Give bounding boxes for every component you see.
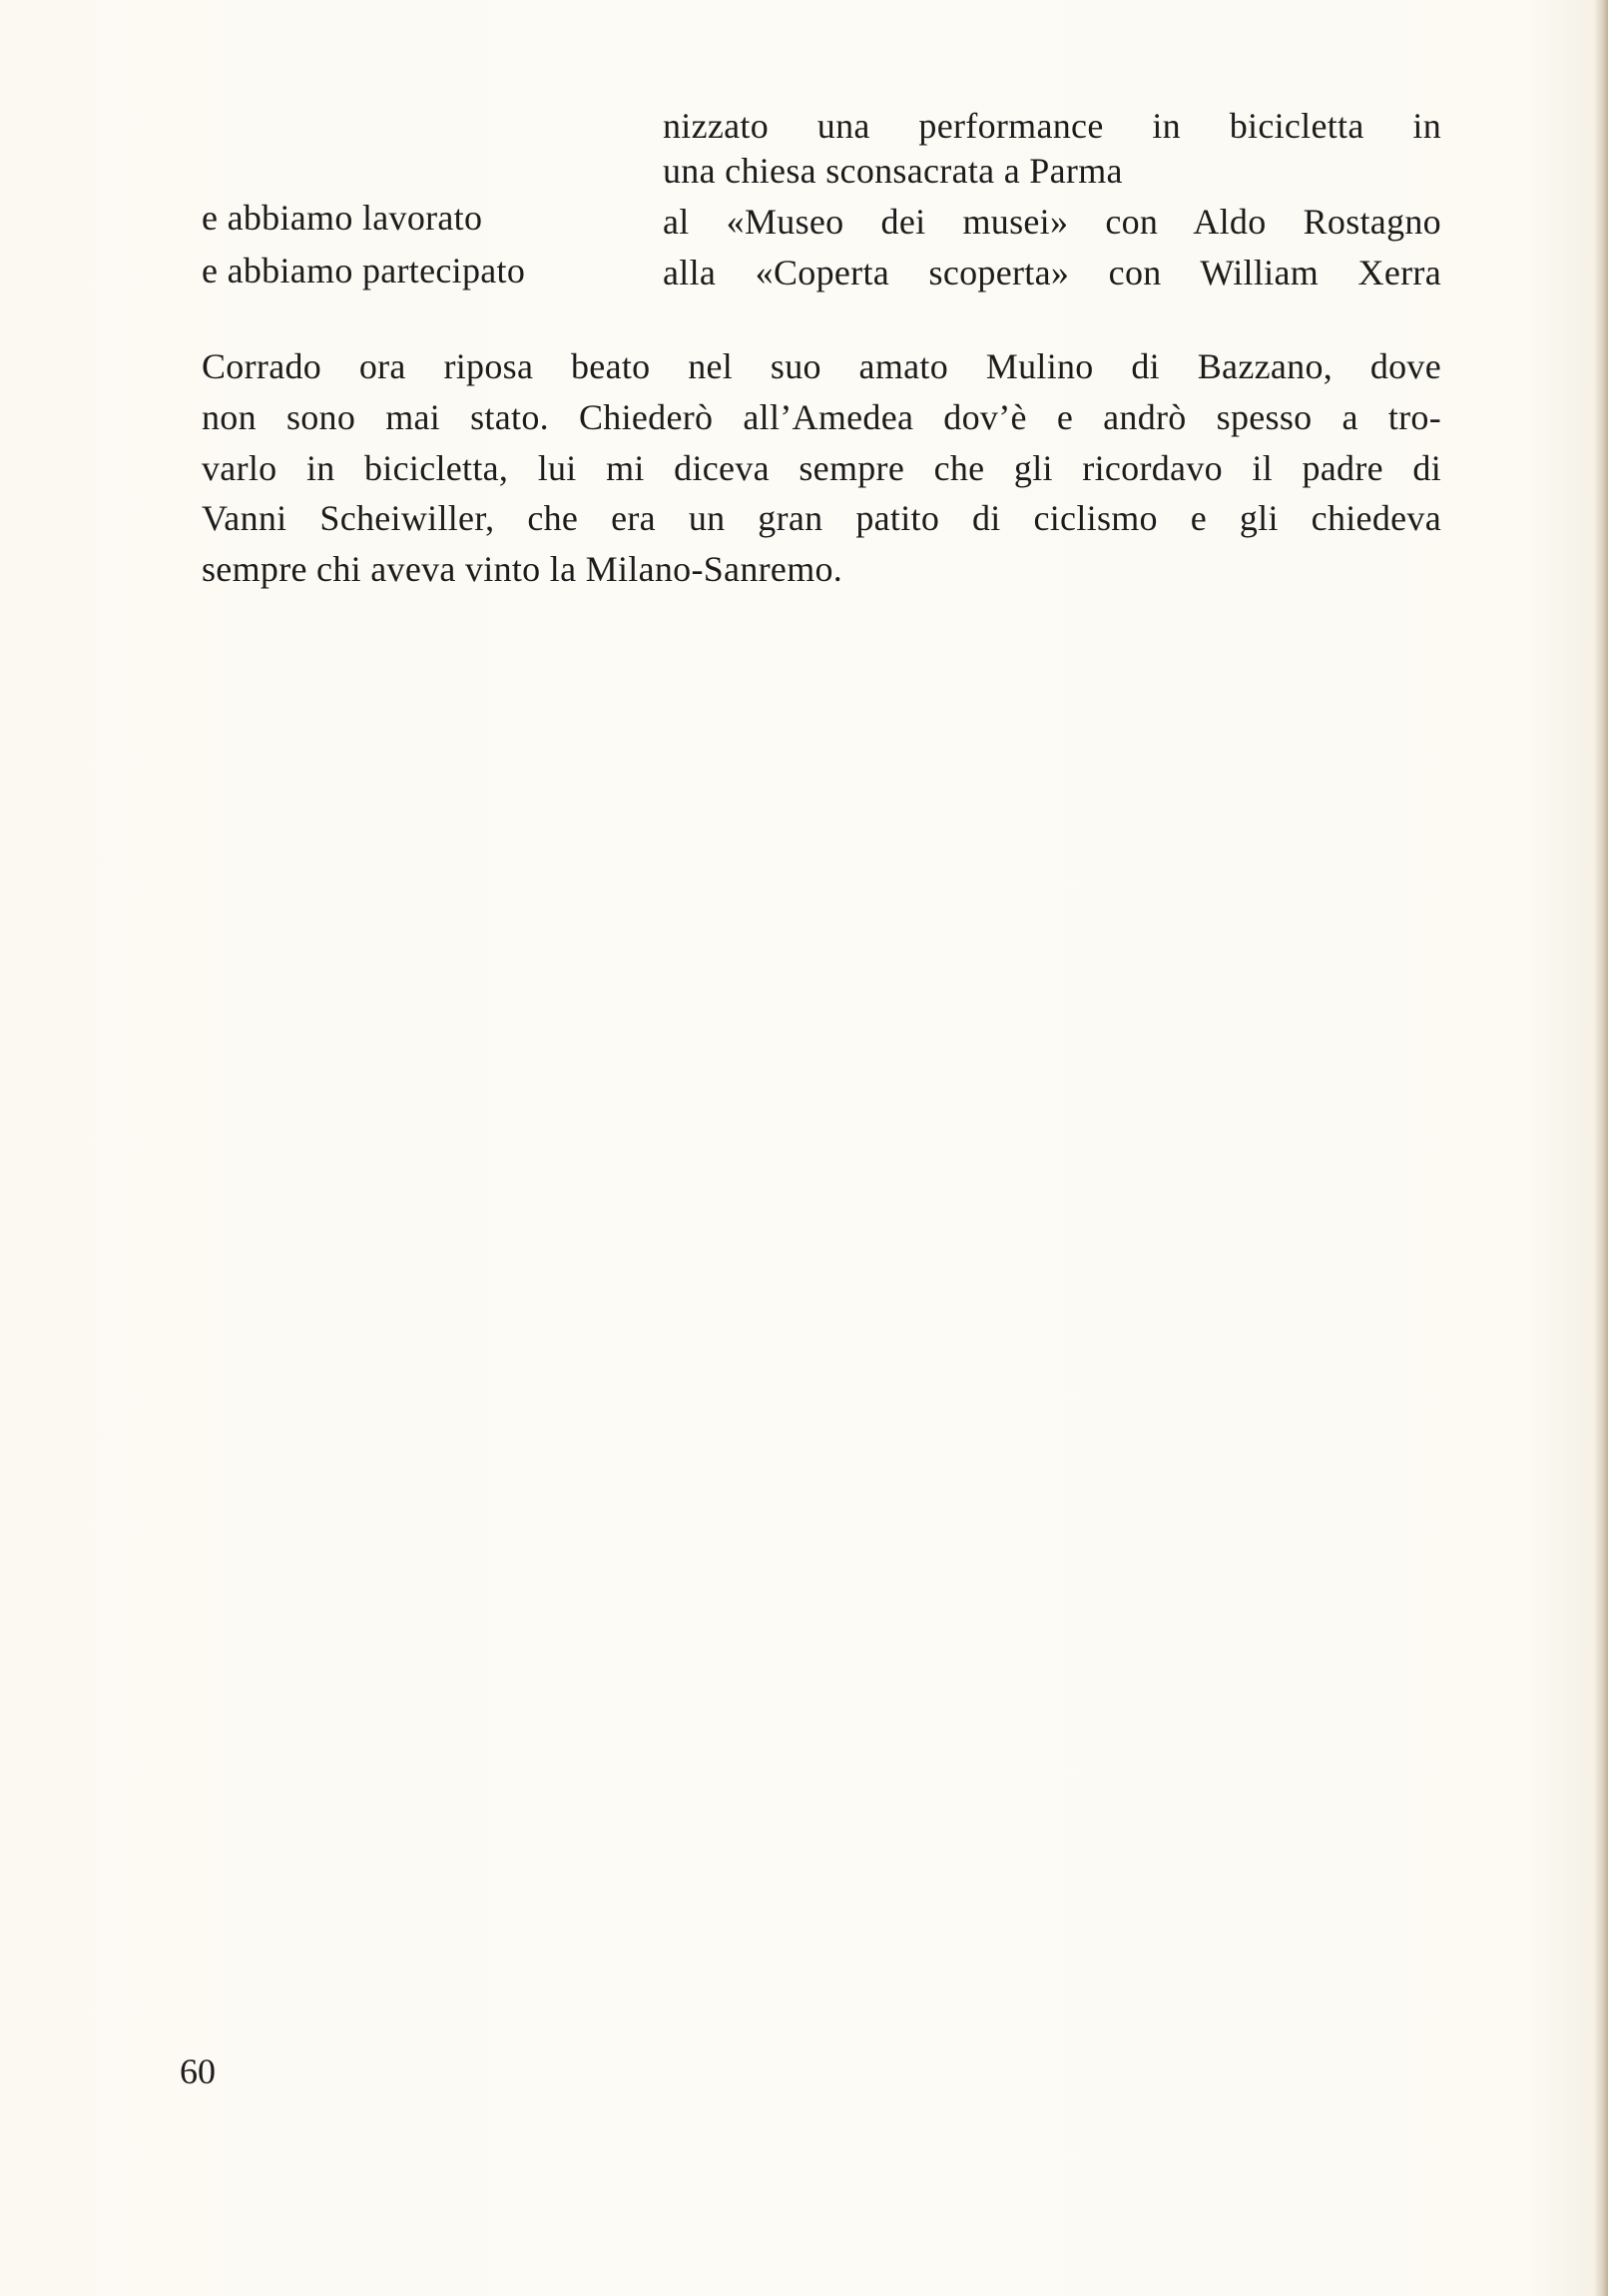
prose-line-5: sempre chi aveva vinto la Milano-Sanremo. xyxy=(202,549,843,589)
page-edge-shadow xyxy=(1594,0,1608,2296)
prose-line-2: non sono mai stato. Chiederò all’Amedea dov’è e andrò spesso a tro- xyxy=(202,397,1441,437)
verse-line-3-right: al «Museo dei musei» con Aldo Rostagno xyxy=(663,202,1441,242)
verse-line-2-right: una chiesa sconsacrata a Parma xyxy=(663,151,1123,191)
prose-line-3: varlo in bicicletta, lui mi diceva sempre che gli ricordavo il padre di xyxy=(202,448,1441,488)
verse-line-1-right: nizzato una performance in bicicletta in xyxy=(663,106,1441,146)
verse-line-3-left: e abbiamo lavorato xyxy=(202,198,483,238)
prose-line-1: Corrado ora riposa beato nel suo amato Mulino di Bazzano, dove xyxy=(202,346,1441,386)
page-number: 60 xyxy=(180,2051,216,2091)
verse-line-4-left: e abbiamo partecipato xyxy=(202,251,526,290)
verse-line-4-right: alla «Coperta scoperta» con William Xerra xyxy=(663,253,1441,292)
prose-line-4: Vanni Scheiwiller, che era un gran patito di ciclismo e gli chiedeva xyxy=(202,498,1441,538)
